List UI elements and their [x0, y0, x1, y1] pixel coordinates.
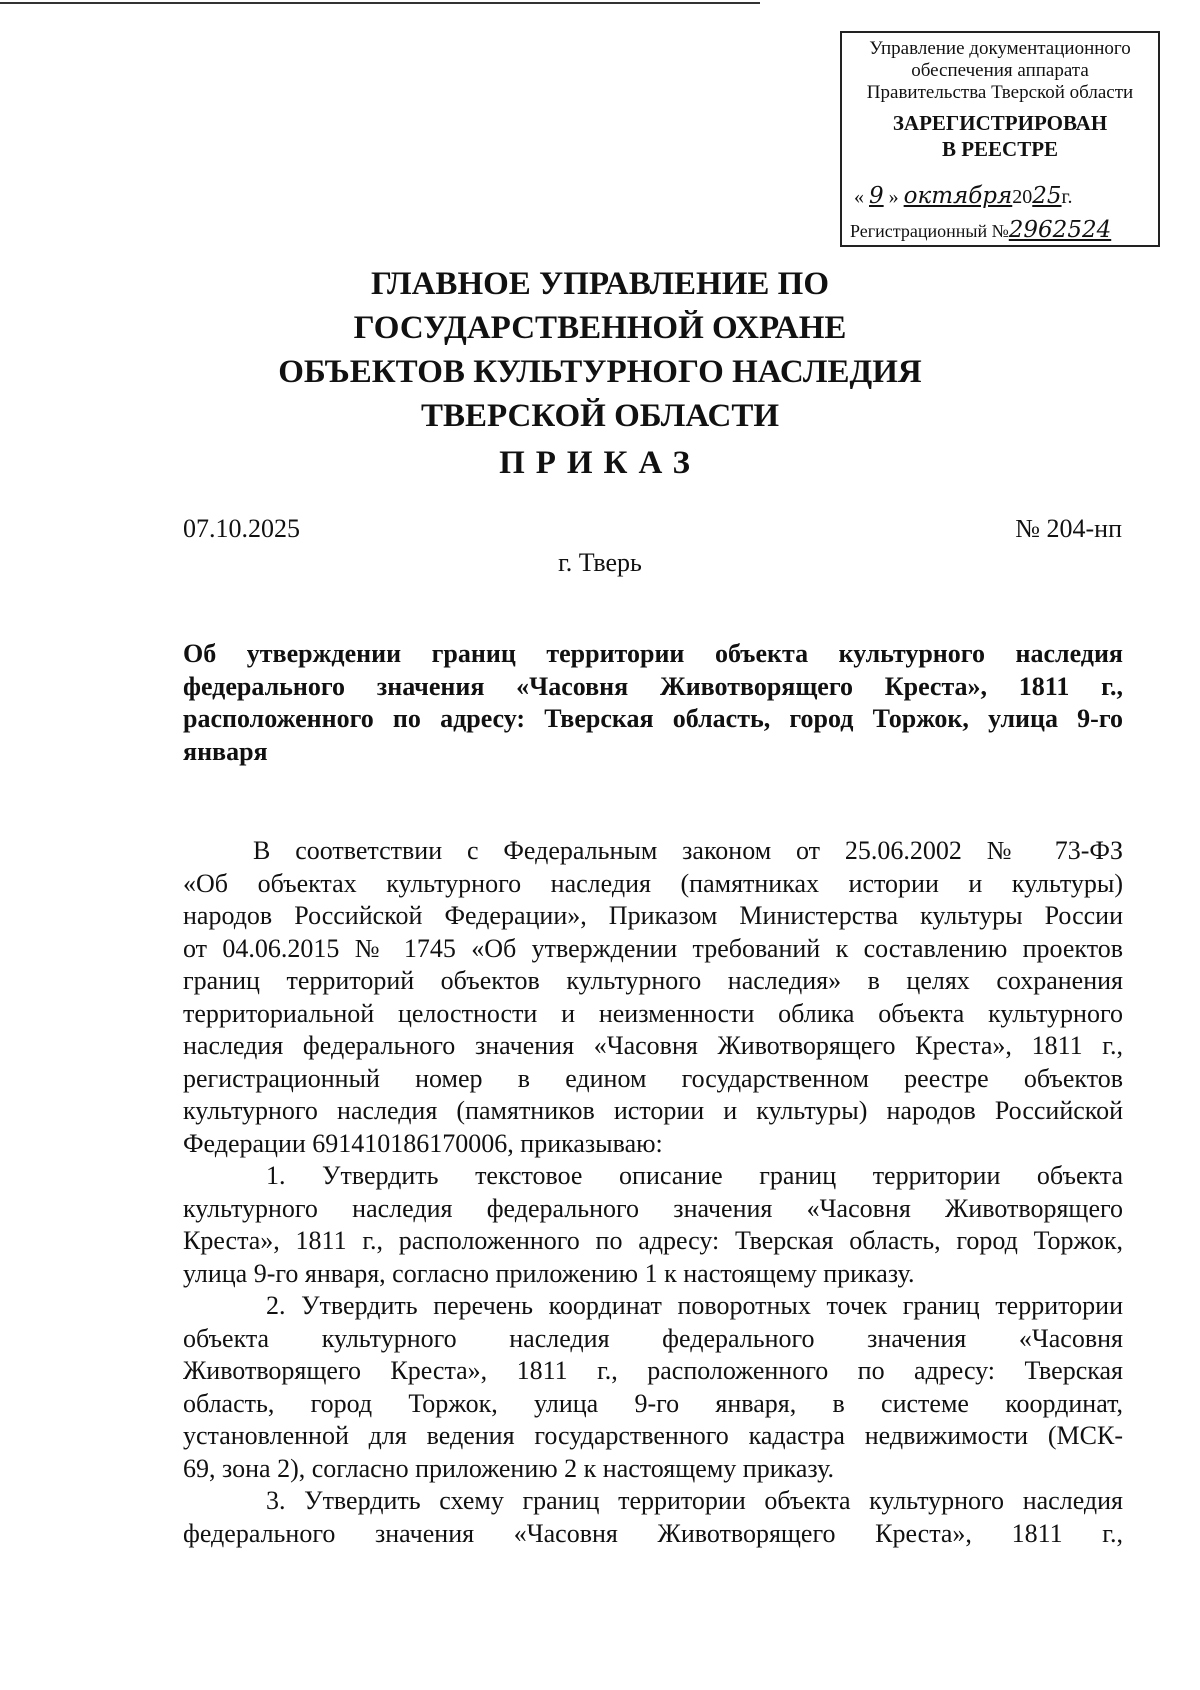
clause-2-line: область, город Торжок, улица 9-го января, в системе координат, — [183, 1388, 1123, 1418]
document-body — [183, 835, 1123, 1550]
document-city: г. Тверь — [558, 548, 642, 577]
document-number: № 204-нп — [1015, 514, 1122, 543]
stamp-quote-open: « — [854, 186, 864, 208]
stamp-organization — [842, 38, 1158, 104]
stamp-date — [854, 185, 1073, 208]
clause-1-line: 1. Утвердить текстовое описание границ территории объекта — [266, 1161, 1123, 1190]
stamp-org-line: обеспечения аппарата — [911, 60, 1089, 81]
stamp-day: 9 — [869, 183, 884, 209]
issuer-line: ГОСУДАРСТВЕННОЙ ОХРАНЕ — [353, 310, 847, 346]
body-line: «Об объектах культурного наследия (памятниках истории и культуры) — [183, 868, 1123, 898]
subject-line: федерального значения «Часовня Животворящего Креста», 1811 г., — [183, 671, 1123, 701]
stamp-registered-label — [842, 110, 1158, 162]
body-line: наследия федерального значения «Часовня Животворящего Креста», 1811 г., — [183, 1031, 1123, 1060]
stamp-year-suffix: 25 — [1032, 183, 1062, 209]
body-line: народов Российской Федерации», Приказом Министерства культуры России — [183, 901, 1123, 930]
scan-edge-line — [0, 2, 760, 4]
stamp-reg-value: 2962524 — [1008, 217, 1112, 243]
clause-2-line: установленной для ведения государственного кадастра недвижимости (МСК- — [183, 1421, 1123, 1450]
document-date: 07.10.2025 — [183, 514, 300, 543]
registration-stamp — [840, 31, 1160, 247]
body-line: В соответствии с Федеральным законом от 25.06.2002 № 73-ФЗ — [253, 836, 1123, 865]
body-line: границ территорий объектов культурного наследия» в целях сохранения — [183, 966, 1123, 995]
document-subject — [183, 638, 1123, 768]
stamp-quote-close: » — [888, 186, 899, 208]
stamp-registered-line: В РЕЕСТРЕ — [941, 137, 1059, 161]
stamp-year-prefix: 20 — [1012, 186, 1033, 208]
clause-2-line: 69, зона 2), согласно приложению 2 к настоящему приказу. — [183, 1453, 835, 1483]
issuer-header — [0, 262, 1200, 438]
stamp-year-end: г. — [1061, 186, 1073, 208]
clause-2-line: объекта культурного наследия федерального значения «Часовня — [183, 1323, 1123, 1353]
subject-line: Об утверждении границ территории объекта культурного наследия — [183, 639, 1123, 668]
subject-line: расположенного по адресу: Тверская область, город Торжок, улица 9-го — [183, 704, 1123, 733]
issuer-line: ГЛАВНОЕ УПРАВЛЕНИЕ ПО — [371, 266, 829, 302]
clause-1-line: Креста», 1811 г., расположенного по адресу: Тверская область, город Торжок, — [183, 1226, 1123, 1255]
subject-line: января — [183, 736, 268, 766]
body-line: территориальной целостности и неизменности облика объекта культурного — [183, 998, 1123, 1028]
stamp-reg-number — [850, 219, 1111, 242]
stamp-reg-label: Регистрационный № — [850, 221, 1009, 241]
body-line: культурного наследия (памятников истории и культуры) народов Российской — [183, 1096, 1123, 1125]
body-line: от 04.06.2015 № 1745 «Об утверждении требований к составлению проектов — [183, 933, 1123, 963]
stamp-org-line: Управление документационного — [869, 38, 1131, 59]
issuer-line: ТВЕРСКОЙ ОБЛАСТИ — [420, 398, 780, 434]
clause-1-line: улица 9-го января, согласно приложению 1 к настоящему приказу. — [183, 1258, 915, 1288]
document-type: ПРИКАЗ — [499, 445, 701, 481]
clause-3-line: 3. Утвердить схему границ территории объекта культурного наследия — [266, 1486, 1123, 1515]
body-line: регистрационный номер в едином государственном реестре объектов — [183, 1063, 1123, 1093]
stamp-month: октября — [903, 183, 1013, 209]
stamp-registered-line: ЗАРЕГИСТРИРОВАН — [892, 111, 1108, 135]
clause-3-line: федерального значения «Часовня Животворящего Креста», 1811 г., — [183, 1518, 1123, 1548]
clause-1-line: культурного наследия федерального значения «Часовня Животворящего — [183, 1193, 1123, 1223]
clause-2-line: 2. Утвердить перечень координат поворотных точек границ территории — [266, 1291, 1123, 1320]
issuer-line: ОБЪЕКТОВ КУЛЬТУРНОГО НАСЛЕДИЯ — [278, 354, 922, 390]
body-line: Федерации 691410186170006, приказываю: — [183, 1128, 663, 1158]
clause-2-line: Животворящего Креста», 1811 г., расположенного по адресу: Тверская — [183, 1356, 1123, 1385]
stamp-org-line: Правительства Тверской области — [866, 82, 1134, 103]
